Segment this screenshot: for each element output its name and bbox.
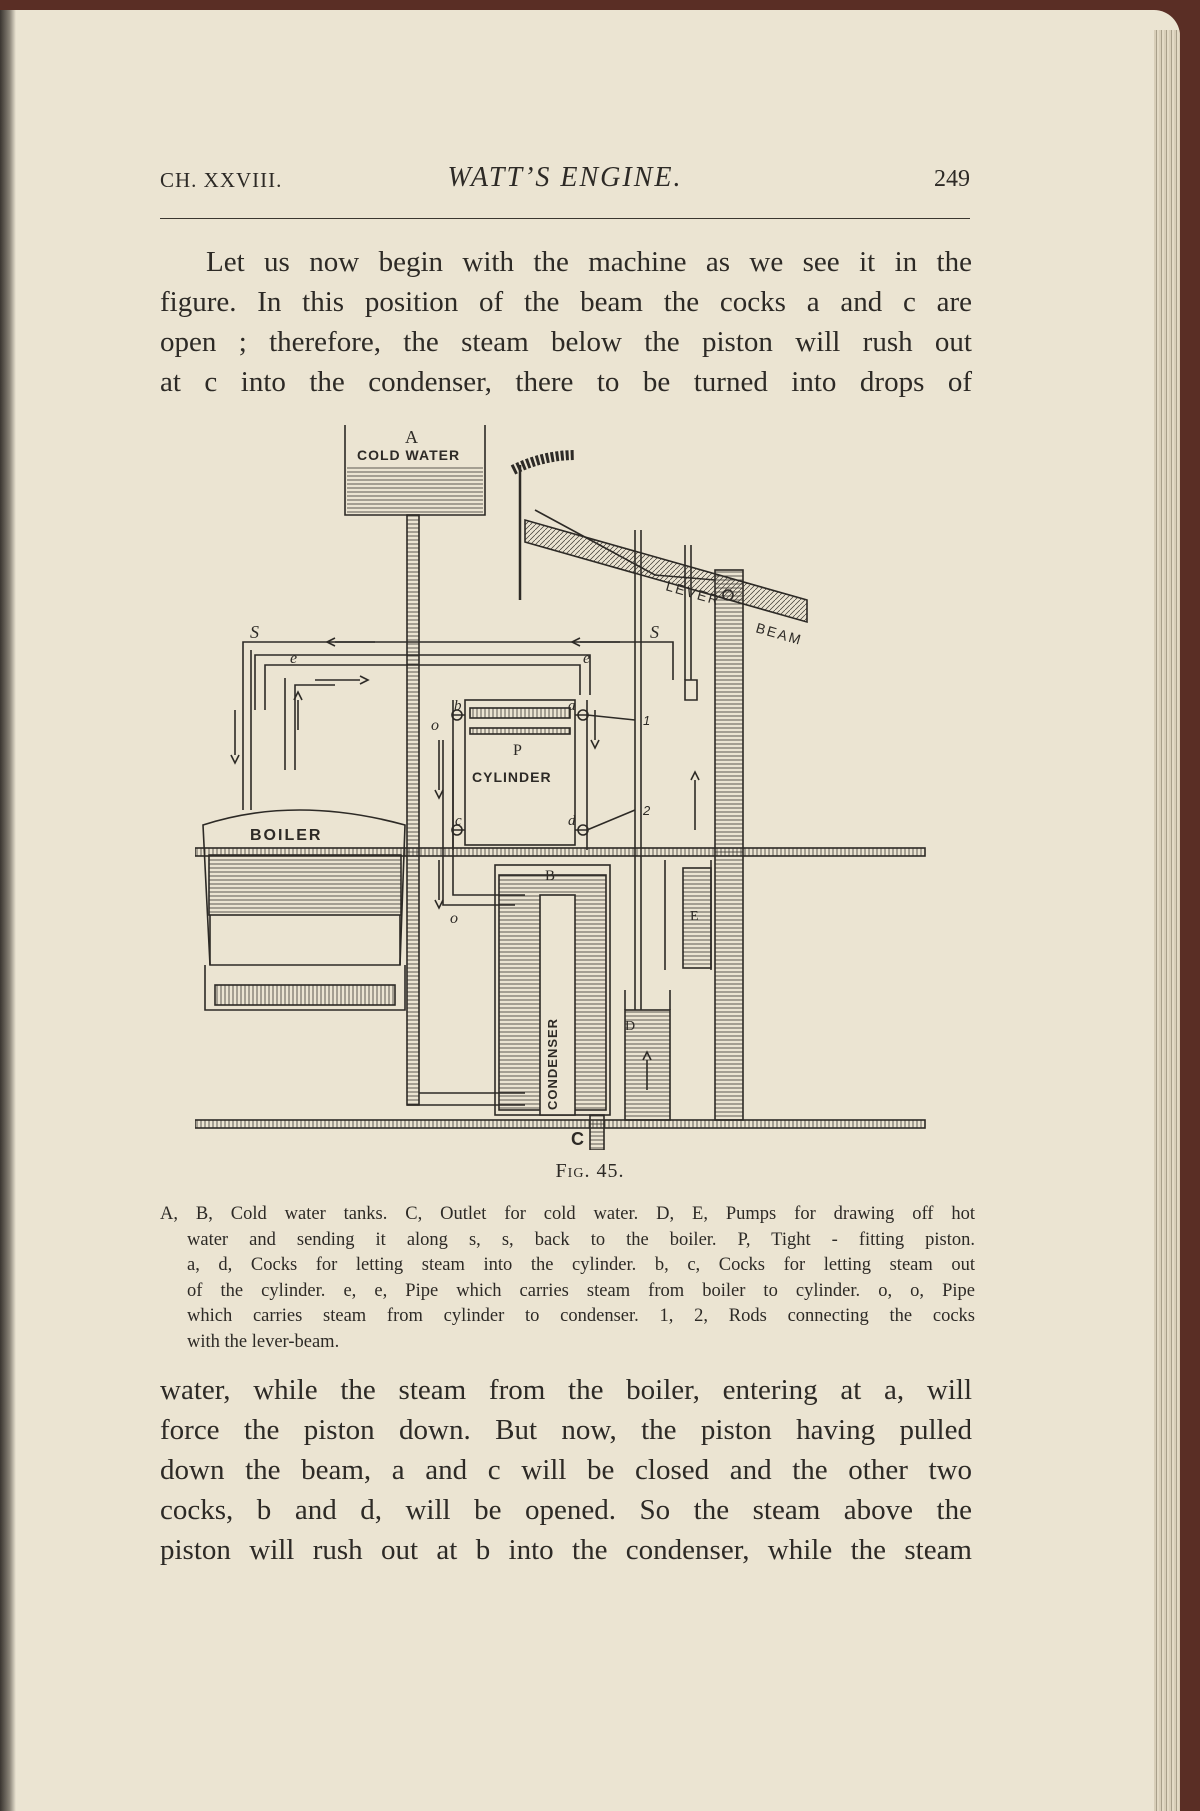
text-line: at c into the condenser, there to be turned into drops of xyxy=(160,366,972,398)
label-condenser: CONDENSER xyxy=(545,1017,560,1110)
label-cold-water: COLD WATER xyxy=(357,447,461,463)
caption-line: water and sending it along s, s, back to the boiler. P, Tight - fitting piston. xyxy=(187,1229,975,1250)
ground-line xyxy=(195,1120,925,1128)
label-e-right: e xyxy=(583,650,591,667)
label-d: d xyxy=(568,813,576,829)
text-line: figure. In this position of the beam the cocks a and c are xyxy=(160,286,972,318)
text-line: down the beam, a and c will be closed and the other two xyxy=(160,1454,972,1486)
caption-line: with the lever-beam. xyxy=(187,1331,340,1352)
label-b-tank: B xyxy=(545,868,556,884)
running-title: WATT’S ENGINE. xyxy=(447,162,683,193)
label-a: a xyxy=(568,698,576,714)
lever-beam xyxy=(525,520,807,622)
text-line: cocks, b and d, will be opened. So the steam above the xyxy=(160,1494,972,1526)
label-cylinder: CYLINDER xyxy=(472,769,552,785)
figure-caption xyxy=(160,1202,975,1355)
page-number: 249 xyxy=(934,166,970,192)
paragraph-bottom xyxy=(160,1370,972,1570)
text-line: piston will rush out at b into the condenser, while the steam xyxy=(160,1534,972,1566)
text-line: force the piston down. But now, the piston having pulled xyxy=(160,1414,972,1446)
figure-label: Fig. 45. xyxy=(555,1160,625,1182)
label-a-tank: A xyxy=(405,427,418,447)
caption-line: of the cylinder. e, e, Pipe which carries steam from boiler to cylinder. o, o, Pipe xyxy=(187,1280,975,1301)
text-line: water, while the steam from the boiler, entering at a, will xyxy=(160,1374,972,1406)
feed-pipe xyxy=(407,515,419,1105)
beam-column xyxy=(715,570,743,1120)
label-beam: BEAM xyxy=(754,619,805,649)
label-o-bottom: o xyxy=(450,910,458,927)
text-line: Let us now begin with the machine as we see it in the xyxy=(206,246,972,278)
label-b: b xyxy=(454,698,462,714)
paragraph-top xyxy=(160,242,972,402)
label-e-pump: E xyxy=(690,909,699,924)
furnace xyxy=(215,985,395,1005)
label-s-left: S xyxy=(250,622,259,642)
label-2: 2 xyxy=(643,803,651,818)
caption-line: which carries steam from cylinder to condenser. 1, 2, Rods connecting the cocks xyxy=(187,1306,975,1326)
label-boiler: BOILER xyxy=(250,827,323,844)
book-page xyxy=(0,10,1180,1811)
caption-line: a, d, Cocks for letting steam into the cylinder. b, c, Cocks for letting steam out xyxy=(187,1255,975,1275)
label-c-outlet: C xyxy=(571,1129,584,1149)
label-o-top: o xyxy=(431,717,439,734)
label-lever: LEVER xyxy=(664,577,723,609)
page-edges xyxy=(1154,30,1180,1811)
label-s-right: S xyxy=(650,622,659,642)
return-pipe xyxy=(243,642,673,810)
steam-pipe xyxy=(255,655,590,710)
header-rule xyxy=(160,218,970,219)
label-c: c xyxy=(455,813,462,829)
outlet xyxy=(590,1115,604,1150)
label-e-left: e xyxy=(290,650,298,667)
label-p: P xyxy=(513,742,522,759)
running-head xyxy=(160,162,970,202)
text-line: open ; therefore, the steam below the piston will rush out xyxy=(160,326,972,358)
label-d-pump: D xyxy=(625,1019,636,1034)
caption-line: A, B, Cold water tanks. C, Outlet for cold water. D, E, Pumps for drawing off hot xyxy=(160,1204,975,1224)
watt-engine-figure xyxy=(195,410,935,1150)
chapter-label: CH. XXVIII. xyxy=(160,168,283,192)
label-1: 1 xyxy=(643,713,651,728)
